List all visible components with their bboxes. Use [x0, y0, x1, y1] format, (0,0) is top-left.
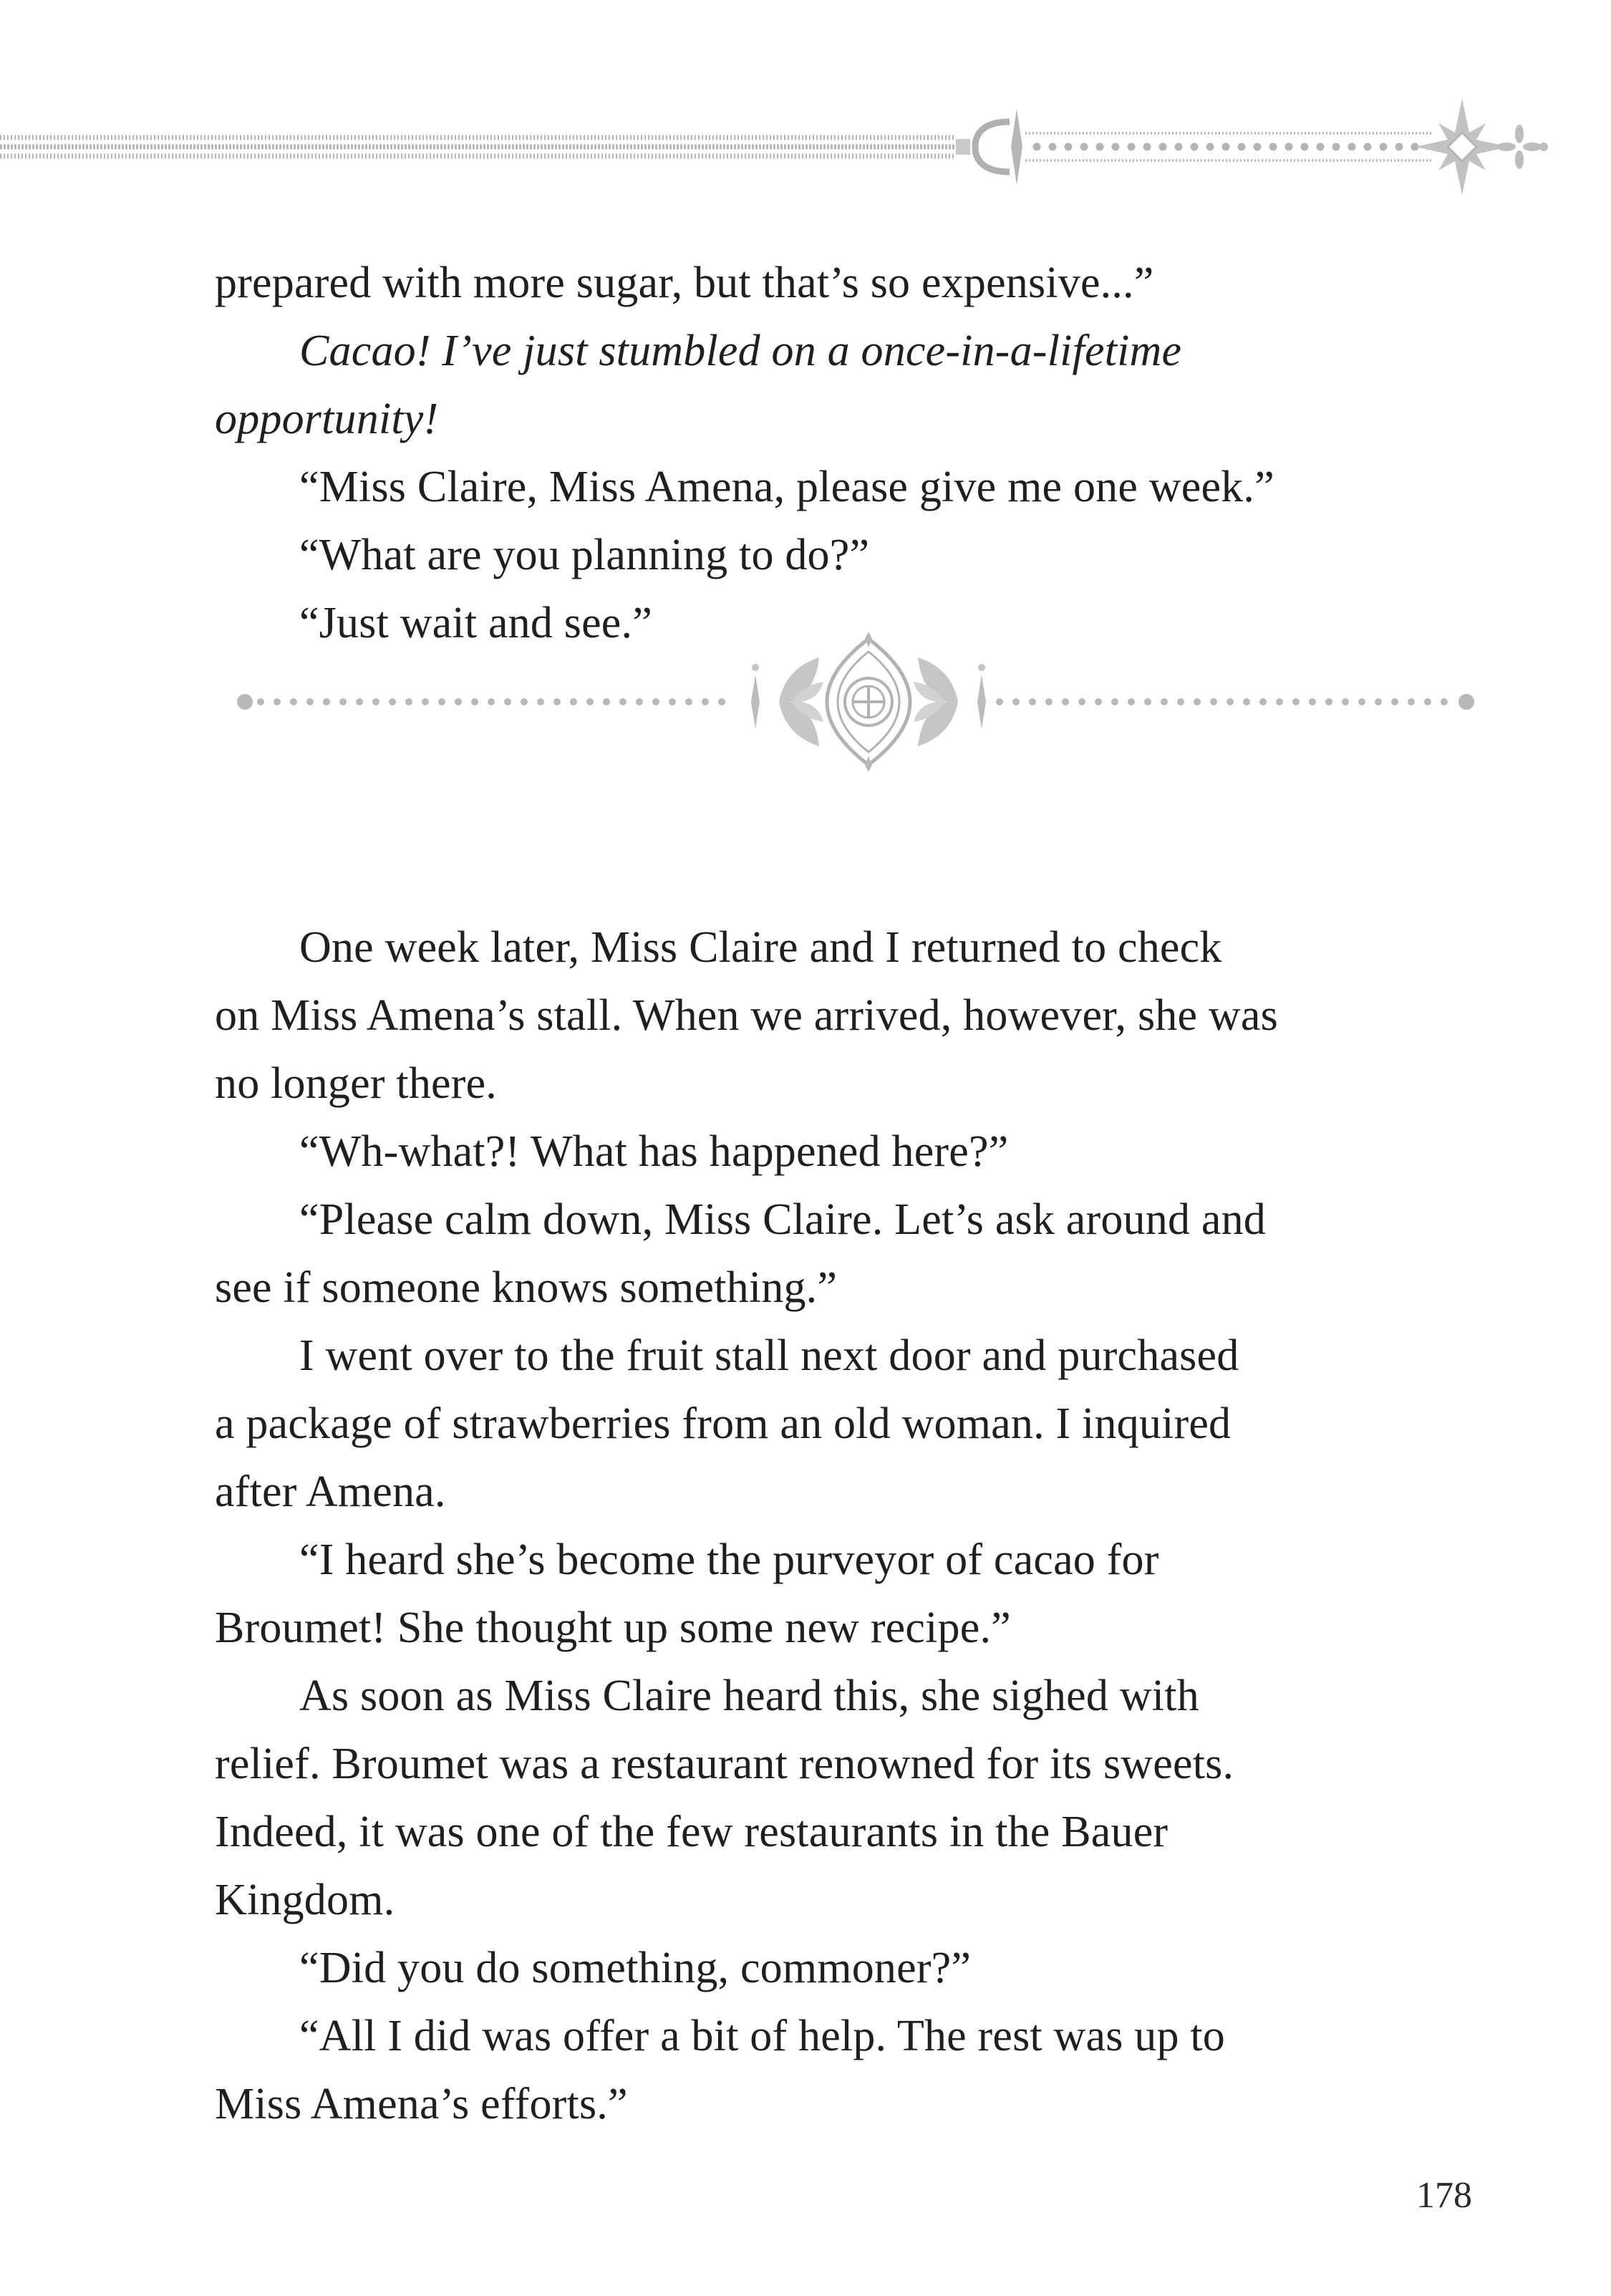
body-line: “Did you do something, commoner?” [299, 1944, 972, 1992]
body-line: “What are you planning to do?” [299, 531, 870, 579]
body-line: on Miss Amena’s stall. When we arrived, however, she was [215, 991, 1278, 1040]
body-line: “All I did was offer a bit of help. The rest was up to [299, 2012, 1225, 2060]
body-line: “Please calm down, Miss Claire. Let’s ask around and [299, 1195, 1266, 1244]
paragraph-block-main [215, 914, 1425, 2138]
paragraph-block-top [215, 249, 1425, 657]
body-line: no longer there. [215, 1059, 497, 1108]
body-line: Indeed, it was one of the few restaurants in the Bauer [215, 1808, 1169, 1856]
body-line: “Wh-what?! What has happened here?” [299, 1127, 1009, 1176]
page-number: 178 [1416, 2175, 1472, 2216]
body-line: Kingdom. [215, 1876, 395, 1924]
body-line: “Miss Claire, Miss Amena, please give me one week.” [299, 463, 1274, 511]
body-line: see if someone knows something.” [215, 1263, 838, 1312]
body-line: “Just wait and see.” [299, 599, 652, 647]
body-line: “I heard she’s become the purveyor of cacao for [299, 1535, 1159, 1584]
body-line: One week later, Miss Claire and I returned to check [299, 923, 1222, 972]
body-line: Broumet! She thought up some new recipe.” [215, 1603, 1011, 1652]
body-line: I went over to the fruit stall next door and purchased [299, 1331, 1239, 1380]
header-border-ornament [0, 93, 1611, 215]
body-line: a package of strawberries from an old woman. I inquired [215, 1399, 1232, 1448]
body-line: relief. Broumet was a restaurant renowned for its sweets. [215, 1740, 1234, 1788]
body-line: As soon as Miss Claire heard this, she sighed with [299, 1672, 1199, 1720]
body-line: Miss Amena’s efforts.” [215, 2080, 628, 2128]
body-line-italic: Cacao! I’ve just stumbled on a once-in-a-lifetime [299, 327, 1182, 375]
section-divider-ornament [236, 630, 1475, 773]
body-line-italic: opportunity! [215, 395, 439, 443]
body-line: prepared with more sugar, but that’s so expensive...” [215, 259, 1154, 307]
body-line: after Amena. [215, 1467, 446, 1516]
